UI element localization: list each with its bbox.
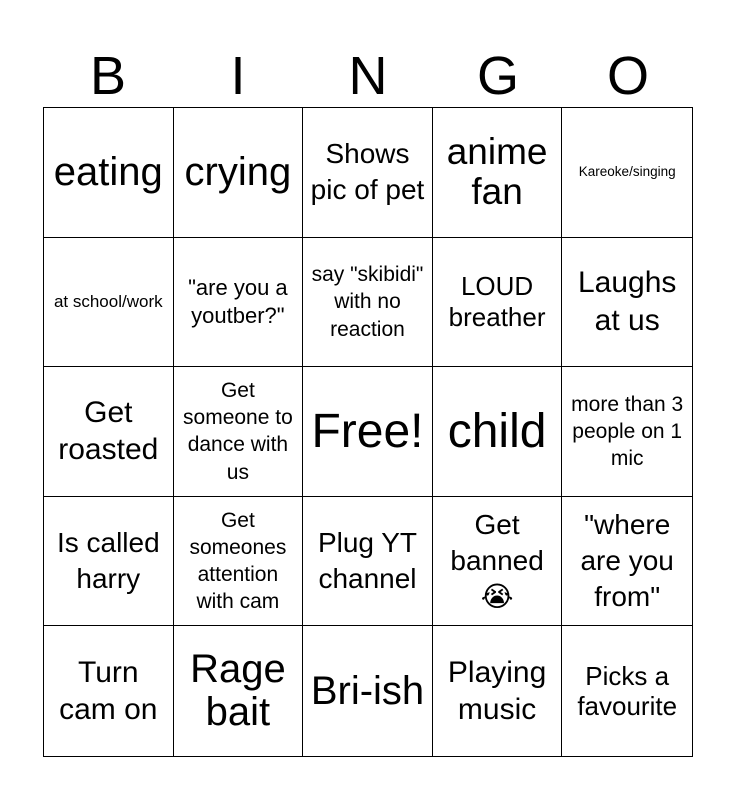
- cell-text: Laughs at us: [577, 266, 677, 337]
- cell-text: Plug YT channel: [317, 526, 418, 595]
- cell-text: Shows pic of pet: [310, 137, 425, 206]
- cell-text: child: [447, 404, 547, 458]
- bingo-cell-r2c3[interactable]: [303, 238, 433, 368]
- bingo-cell-r4c2[interactable]: [174, 497, 304, 627]
- cell-text: Playing music: [447, 655, 547, 727]
- bingo-cell-r5c1[interactable]: [44, 626, 174, 756]
- bingo-cell-r5c3[interactable]: [303, 626, 433, 756]
- bingo-cell-r5c4[interactable]: [433, 626, 563, 756]
- bingo-cell-r1c1[interactable]: [44, 108, 174, 238]
- bingo-cell-r2c4[interactable]: [433, 238, 563, 368]
- bingo-cell-r4c3[interactable]: [303, 497, 433, 627]
- cell-text: Get banned 😭: [450, 508, 544, 613]
- bingo-cell-r3c1[interactable]: [44, 367, 174, 497]
- cell-text: Rage bait: [190, 647, 286, 735]
- cell-text: eating: [53, 149, 163, 194]
- bingo-cell-r1c3[interactable]: [303, 108, 433, 238]
- bingo-cell-r1c2[interactable]: [174, 108, 304, 238]
- cell-text: more than 3 people on 1 mic: [571, 392, 684, 471]
- cell-text: Bri-ish: [310, 668, 425, 713]
- header-letter-o: O: [606, 46, 649, 106]
- cell-text: at school/work: [53, 291, 163, 311]
- cell-text: Get someone to dance with us: [183, 378, 293, 484]
- cell-text: Picks a favourite: [577, 660, 678, 722]
- bingo-cell-r5c2[interactable]: [174, 626, 304, 756]
- bingo-cell-r4c5[interactable]: [562, 497, 692, 627]
- cell-text: Turn cam on: [59, 655, 158, 727]
- cell-text: Kareoke/singing: [578, 164, 676, 180]
- cell-text: "are you a youtber?": [188, 274, 288, 328]
- cell-text: "where are you from": [580, 508, 674, 613]
- cell-text: Is called harry: [56, 526, 160, 595]
- header-letter-i: I: [230, 46, 246, 106]
- cell-text: Get roasted: [58, 395, 159, 467]
- cell-text: LOUD breather: [448, 271, 546, 332]
- header-letter-n: N: [348, 46, 388, 106]
- bingo-cell-r4c1[interactable]: [44, 497, 174, 627]
- bingo-cell-free-space[interactable]: [303, 367, 433, 497]
- bingo-cell-r2c2[interactable]: [174, 238, 304, 368]
- cell-text: anime fan: [446, 130, 548, 213]
- cell-text: Free!: [311, 404, 424, 458]
- bingo-cell-r1c5[interactable]: [562, 108, 692, 238]
- cell-text: say "skibidi" with no reaction: [311, 262, 424, 341]
- bingo-header: [43, 46, 693, 106]
- bingo-cell-r4c4[interactable]: [433, 497, 563, 627]
- bingo-cell-r3c4[interactable]: [433, 367, 563, 497]
- bingo-cell-r5c5[interactable]: [562, 626, 692, 756]
- cell-text: crying: [184, 149, 292, 194]
- bingo-cell-r2c1[interactable]: [44, 238, 174, 368]
- bingo-cell-r1c4[interactable]: [433, 108, 563, 238]
- cell-text: Get someones attention with cam: [189, 508, 287, 614]
- header-letter-b: B: [89, 46, 127, 106]
- bingo-cell-r2c5[interactable]: [562, 238, 692, 368]
- bingo-cell-r3c2[interactable]: [174, 367, 304, 497]
- header-letter-g: G: [476, 46, 519, 106]
- bingo-board: [43, 107, 693, 757]
- bingo-cell-r3c5[interactable]: [562, 367, 692, 497]
